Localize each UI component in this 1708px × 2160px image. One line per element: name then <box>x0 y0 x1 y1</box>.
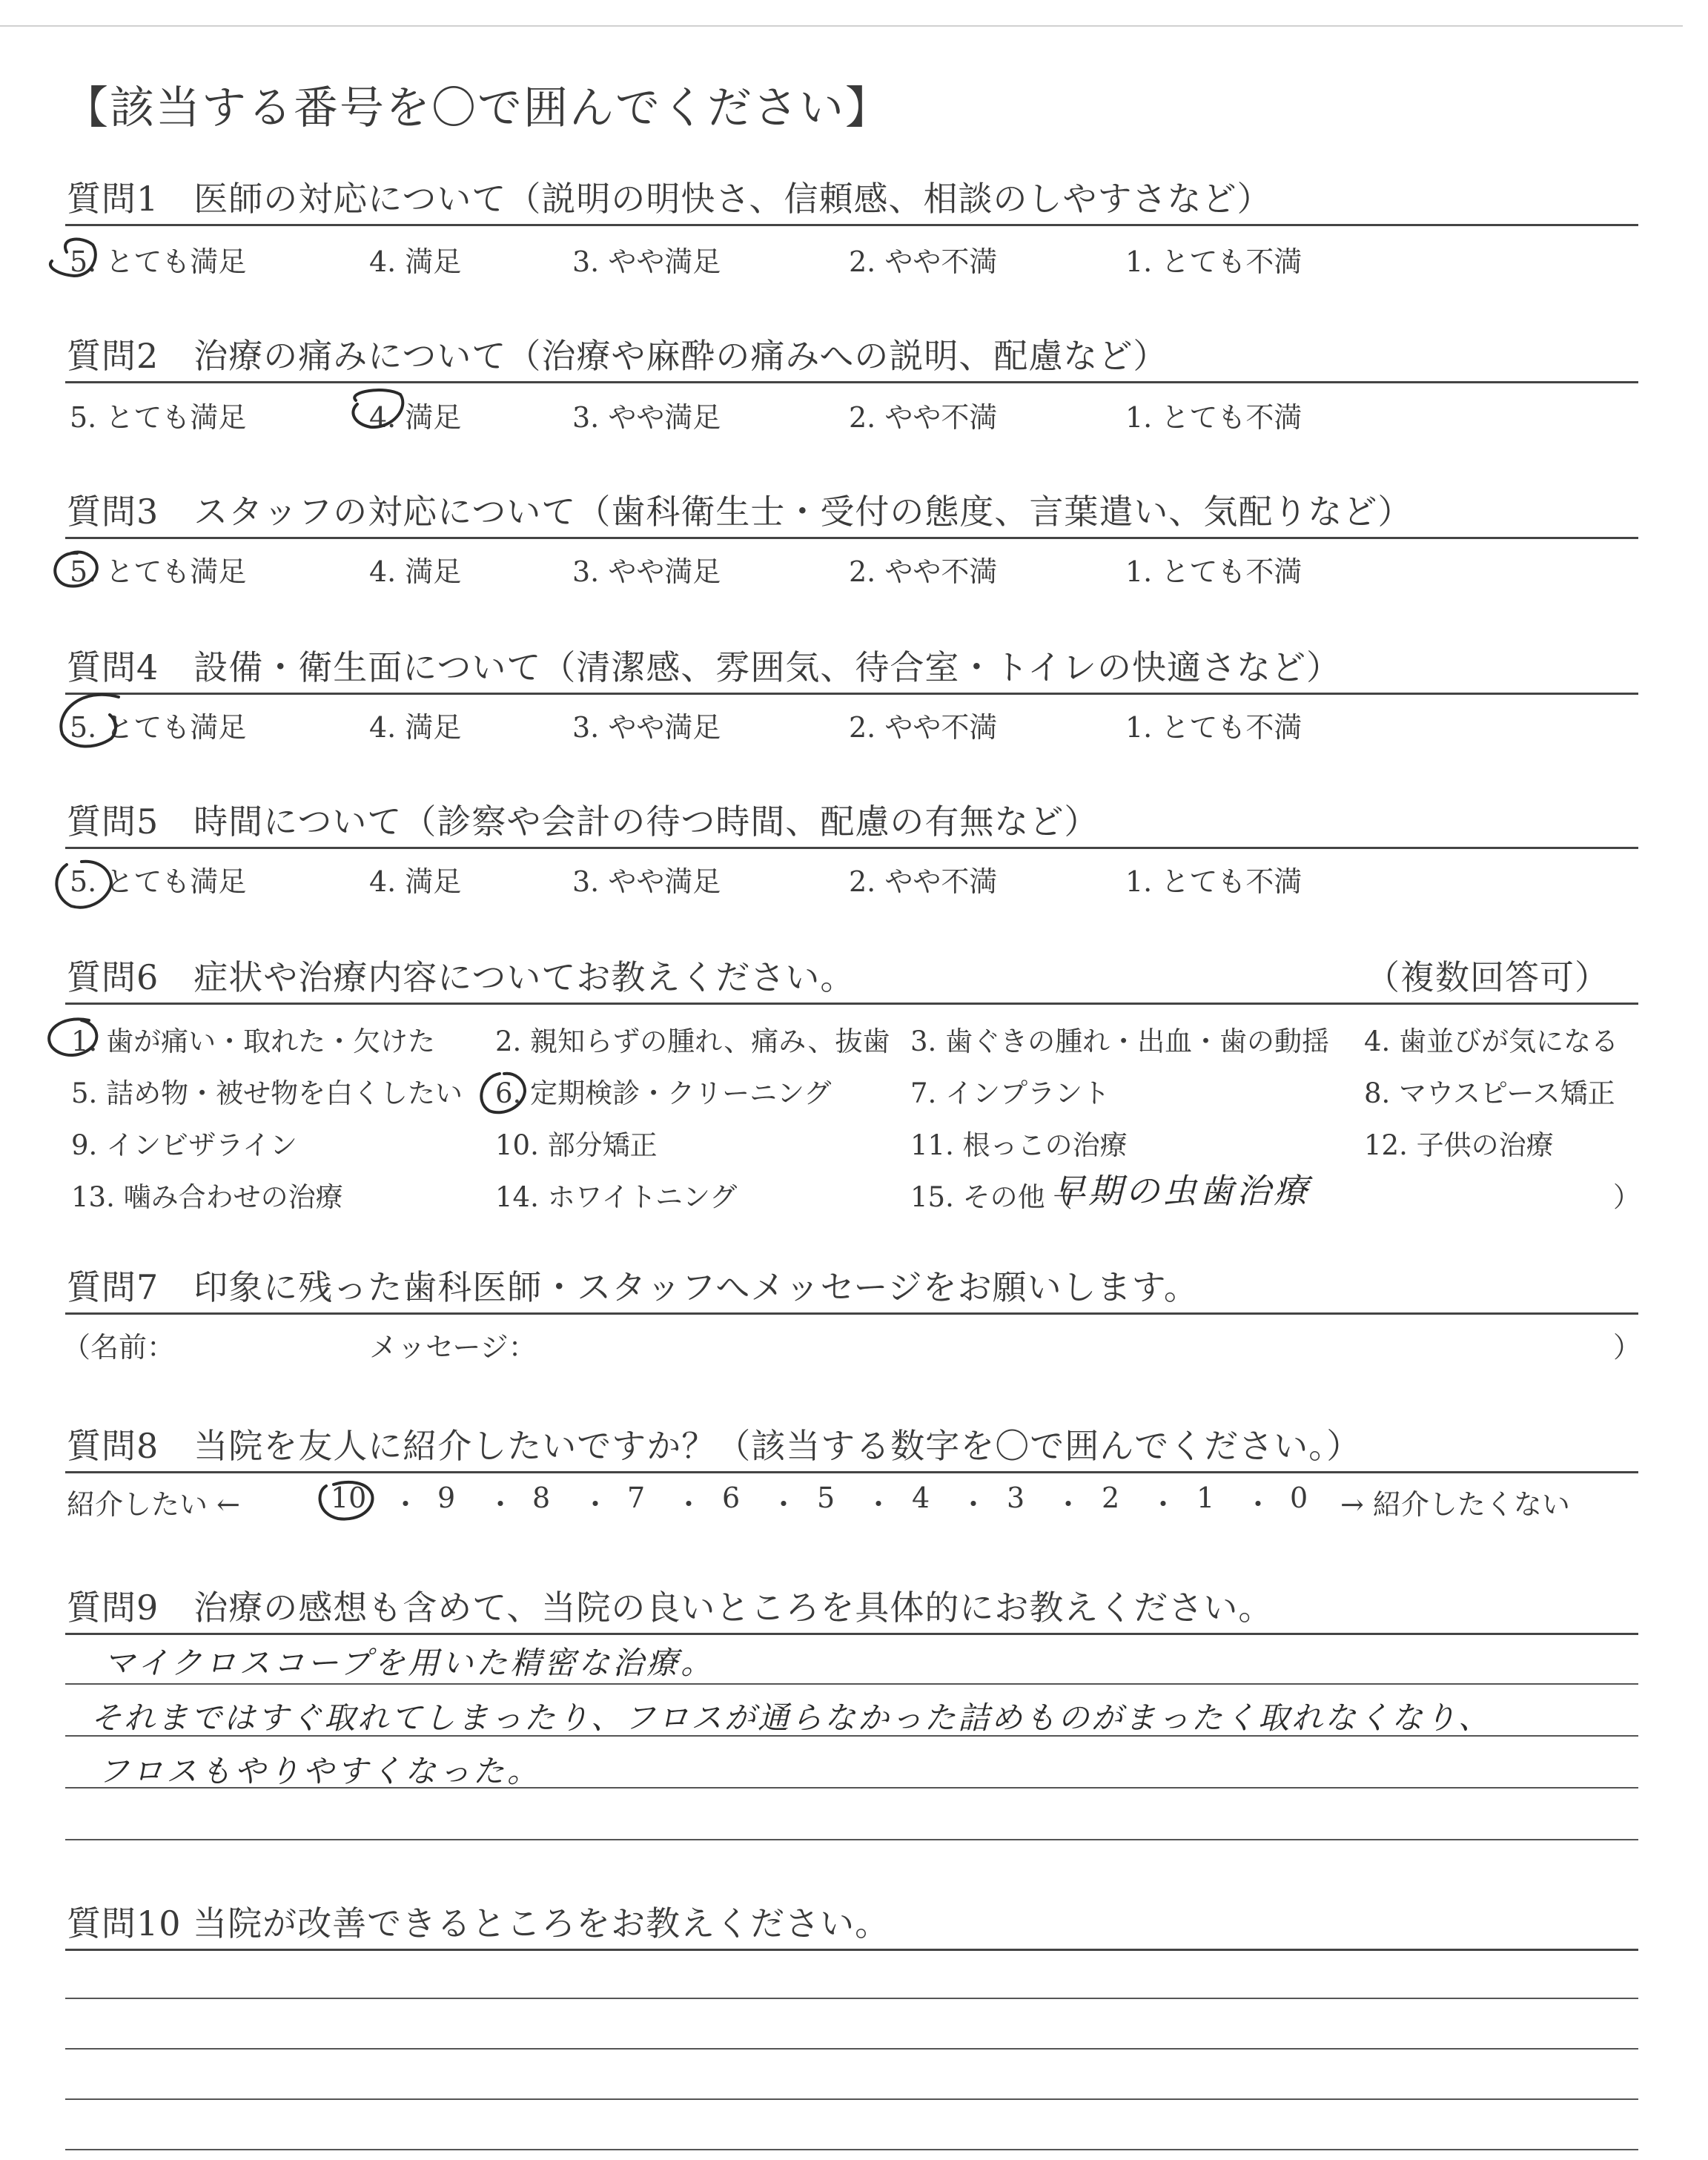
q6-option-5[interactable]: 5. 詰め物・被せ物を白くしたい <box>71 1077 463 1109</box>
q10-answer-line-4 <box>65 2149 1638 2150</box>
instruction-header: 【該当する番号を〇で囲んでください】 <box>64 82 891 134</box>
q2-option-3[interactable]: 3. やや満足 <box>572 401 721 434</box>
q8-scale-2[interactable]: 2 <box>1102 1482 1120 1514</box>
q1-title: 質問1 医師の対応について（説明の明快さ、信頼感、相談のしやすさなど） <box>67 179 1272 219</box>
q6-option-4[interactable]: 4. 歯並びが気になる <box>1364 1025 1619 1057</box>
q6-option-1[interactable]: 1. 歯が痛い・取れた・欠けた <box>71 1025 436 1057</box>
q6-option-9[interactable]: 9. インビザライン <box>71 1129 297 1161</box>
q10-answer-line-2 <box>65 2048 1638 2050</box>
q6-other-handwritten[interactable]: 早期の虫歯治療 <box>1051 1171 1311 1211</box>
q4-title: 質問4 設備・衛生面について（清潔感、雰囲気、待合室・トイレの快適さなど） <box>67 647 1342 687</box>
q5-option-2[interactable]: 2. やや不満 <box>849 865 998 898</box>
q8-separator: ・ <box>581 1488 610 1521</box>
q7-close: ） <box>1613 1331 1642 1364</box>
q2-option-2[interactable]: 2. やや不満 <box>849 401 998 434</box>
q10-title: 質問10 当院が改善できるところをお教えください。 <box>67 1903 890 1943</box>
q6-option-7[interactable]: 7. インプラント <box>910 1077 1110 1109</box>
q6-option-6[interactable]: 6. 定期検診・クリーニング <box>495 1077 832 1109</box>
q5-option-4[interactable]: 4. 満足 <box>369 865 462 898</box>
q8-scale-9[interactable]: 9 <box>437 1482 456 1514</box>
q6-option-13[interactable]: 13. 噛み合わせの治療 <box>71 1181 343 1213</box>
q1-option-3[interactable]: 3. やや満足 <box>572 245 721 278</box>
q8-separator: ・ <box>675 1488 704 1521</box>
q10-rule <box>65 1949 1638 1951</box>
q10-answer-line-3 <box>65 2098 1638 2100</box>
q1-option-5[interactable]: 5. とても満足 <box>70 245 247 278</box>
q2-option-1[interactable]: 1. とても不満 <box>1125 401 1302 434</box>
q6-rule <box>65 1003 1638 1005</box>
q4-option-5[interactable]: 5. とても満足 <box>70 711 247 744</box>
scan-edge <box>0 0 1683 27</box>
q8-scale-8[interactable]: 8 <box>532 1482 551 1514</box>
q3-title: 質問3 スタッフの対応について（歯科衛生士・受付の態度、言葉遣い、気配りなど） <box>67 492 1413 532</box>
q6-option-11[interactable]: 11. 根っこの治療 <box>910 1129 1128 1161</box>
q8-scale-7[interactable]: 7 <box>627 1482 646 1514</box>
q6-option-10[interactable]: 10. 部分矯正 <box>495 1129 658 1161</box>
q9-answer-text-1[interactable]: マイクロスコープを用いた精密な治療。 <box>104 1645 715 1681</box>
q8-scale-0[interactable]: 0 <box>1290 1482 1308 1514</box>
q1-option-1[interactable]: 1. とても不満 <box>1125 245 1302 278</box>
q8-separator: ・ <box>864 1488 893 1521</box>
q2-option-5[interactable]: 5. とても満足 <box>70 401 247 434</box>
q3-option-3[interactable]: 3. やや満足 <box>572 555 721 588</box>
q6-title: 質問6 症状や治療内容についてお教えください。 <box>67 957 855 997</box>
q1-option-2[interactable]: 2. やや不満 <box>849 245 998 278</box>
q4-option-4[interactable]: 4. 満足 <box>369 711 462 744</box>
q2-rule <box>65 381 1638 383</box>
q6-option-8[interactable]: 8. マウスピース矯正 <box>1364 1077 1615 1109</box>
q9-answer-text-2[interactable]: それまではすぐ取れてしまったり、フロスが通らなかった詰めものがまったく取れなくなり、 <box>90 1700 1492 1736</box>
q8-separator: ・ <box>769 1488 798 1521</box>
q8-scale-3[interactable]: 3 <box>1007 1482 1025 1514</box>
q3-option-4[interactable]: 4. 満足 <box>369 555 462 588</box>
q7-name-label: （名前： <box>62 1331 176 1364</box>
q1-rule <box>65 224 1638 226</box>
q8-separator: ・ <box>1244 1488 1273 1521</box>
q8-right-label: → 紹介したくない <box>1340 1488 1570 1521</box>
q3-rule <box>65 537 1638 539</box>
q9-answer-text-3[interactable]: フロスもやりやすくなった。 <box>98 1753 542 1789</box>
q8-separator: ・ <box>1054 1488 1083 1521</box>
q3-option-5[interactable]: 5. とても満足 <box>70 555 247 588</box>
q8-scale-5[interactable]: 5 <box>817 1482 835 1514</box>
q9-answer-line-4 <box>65 1839 1638 1840</box>
q2-title: 質問2 治療の痛みについて（治療や麻酔の痛みへの説明、配慮など） <box>67 336 1168 376</box>
q8-scale-10[interactable]: 10 <box>331 1482 367 1514</box>
q2-option-4[interactable]: 4. 満足 <box>369 401 462 434</box>
q9-rule <box>65 1633 1638 1635</box>
q6-option-15[interactable]: 15. その他（ <box>910 1181 1073 1213</box>
q4-option-2[interactable]: 2. やや不満 <box>849 711 998 744</box>
q10-answer-line-1 <box>65 1998 1638 1999</box>
q5-option-5[interactable]: 5. とても満足 <box>70 865 247 898</box>
q9-title: 質問9 治療の感想も含めて、当院の良いところを具体的にお教えください。 <box>67 1588 1274 1628</box>
q8-separator: ・ <box>959 1488 988 1521</box>
q5-option-3[interactable]: 3. やや満足 <box>572 865 721 898</box>
q4-option-1[interactable]: 1. とても不満 <box>1125 711 1302 744</box>
q3-option-2[interactable]: 2. やや不満 <box>849 555 998 588</box>
q8-separator: ・ <box>1149 1488 1178 1521</box>
q3-option-1[interactable]: 1. とても不満 <box>1125 555 1302 588</box>
q8-scale-1[interactable]: 1 <box>1196 1482 1215 1514</box>
q8-scale-4[interactable]: 4 <box>912 1482 930 1514</box>
q4-rule <box>65 693 1638 695</box>
q8-left-label: 紹介したい ← <box>67 1488 240 1521</box>
q8-rule <box>65 1471 1638 1473</box>
q6-option-2[interactable]: 2. 親知らずの腫れ、痛み、抜歯 <box>495 1025 890 1057</box>
q8-scale-6[interactable]: 6 <box>722 1482 741 1514</box>
q6-option-12[interactable]: 12. 子供の治療 <box>1364 1129 1554 1161</box>
q6-other-close: ） <box>1613 1181 1641 1213</box>
q8-title: 質問8 当院を友人に紹介したいですか？（該当する数字を〇で囲んでください。） <box>67 1426 1362 1466</box>
q5-rule <box>65 847 1638 849</box>
q7-title: 質問7 印象に残った歯科医師・スタッフへメッセージをお願いします。 <box>67 1267 1199 1307</box>
q6-option-14[interactable]: 14. ホワイトニング <box>495 1181 738 1213</box>
q9-answer-line-1 <box>65 1683 1638 1685</box>
q5-title: 質問5 時間について（診察や会計の待つ時間、配慮の有無など） <box>67 802 1099 842</box>
q7-rule <box>65 1312 1638 1315</box>
q8-separator: ・ <box>486 1488 515 1521</box>
q4-option-3[interactable]: 3. やや満足 <box>572 711 721 744</box>
q5-option-1[interactable]: 1. とても不満 <box>1125 865 1302 898</box>
q7-message-label: メッセージ： <box>369 1331 537 1364</box>
q6-note: （複数回答可） <box>1366 957 1609 997</box>
q8-separator: ・ <box>391 1488 420 1521</box>
q6-option-3[interactable]: 3. 歯ぐきの腫れ・出血・歯の動揺 <box>910 1025 1330 1057</box>
q1-option-4[interactable]: 4. 満足 <box>369 245 462 278</box>
